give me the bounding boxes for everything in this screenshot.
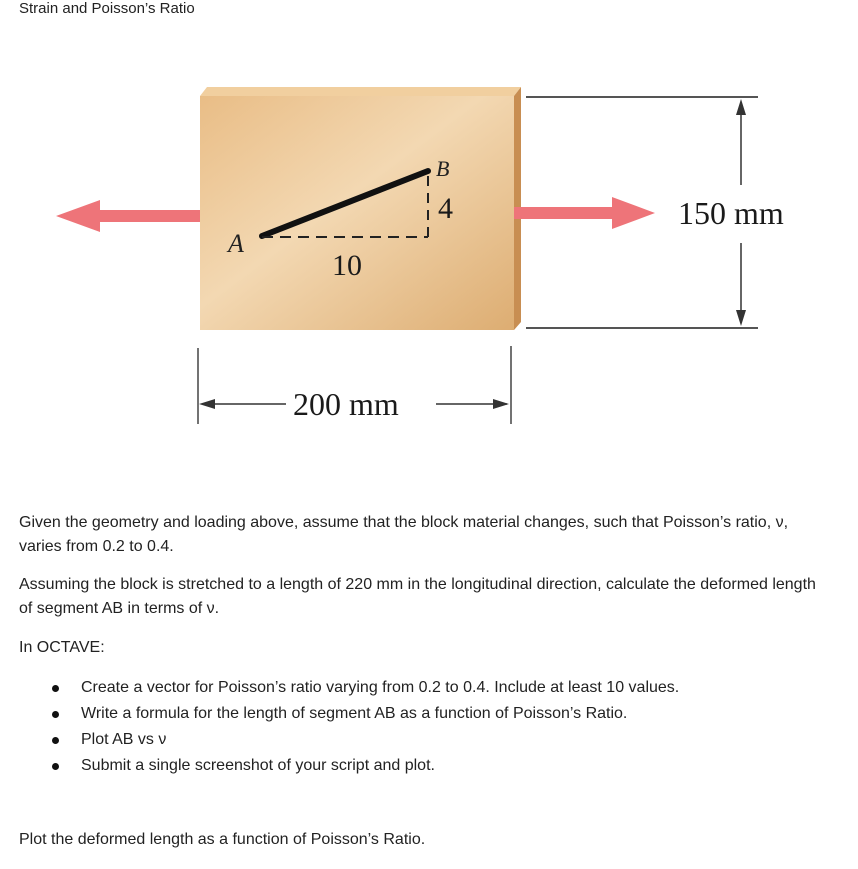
point-a-label: A	[228, 229, 244, 258]
height-dimension-label: 150 mm	[678, 195, 784, 231]
bullet-icon	[52, 763, 59, 770]
task-text: Plot AB vs ν	[81, 731, 167, 748]
right-load-arrow	[514, 197, 655, 229]
problem-statement: Given the geometry and loading above, assume that the block material changes, such that Poisson’s ratio, ν, varies from 0.2 to 0.4.	[19, 514, 789, 555]
rectangular-block	[200, 87, 521, 330]
bullet-icon	[52, 737, 59, 744]
closing-instruction: Plot the deformed length as a function of Poisson’s Ratio.	[19, 831, 426, 848]
list-item	[19, 701, 819, 727]
segment-horizontal-label: 10	[332, 249, 362, 282]
bullet-icon	[52, 711, 59, 718]
task-text: Write a formula for the length of segment AB as a function of Poisson’s Ratio.	[81, 705, 628, 722]
task-list	[19, 675, 819, 779]
left-load-arrow	[56, 200, 200, 232]
point-b-label: B	[436, 156, 450, 181]
list-item	[19, 727, 819, 753]
task-text: Submit a single screenshot of your script and plot.	[81, 757, 435, 774]
octave-heading: In OCTAVE:	[19, 639, 105, 656]
deformation-statement: Assuming the block is stretched to a length of 220 mm in the longitudinal direction, calculate the deformed length of segment AB in terms of ν.	[19, 576, 816, 617]
page-title: Strain and Poisson’s Ratio	[19, 0, 195, 17]
task-text: Create a vector for Poisson’s ratio varying from 0.2 to 0.4. Include at least 10 values.	[81, 679, 680, 696]
list-item	[19, 675, 819, 701]
length-dimension-label: 200 mm	[293, 386, 399, 422]
bullet-icon	[52, 685, 59, 692]
list-item	[19, 753, 819, 779]
segment-vertical-label: 4	[438, 192, 453, 225]
